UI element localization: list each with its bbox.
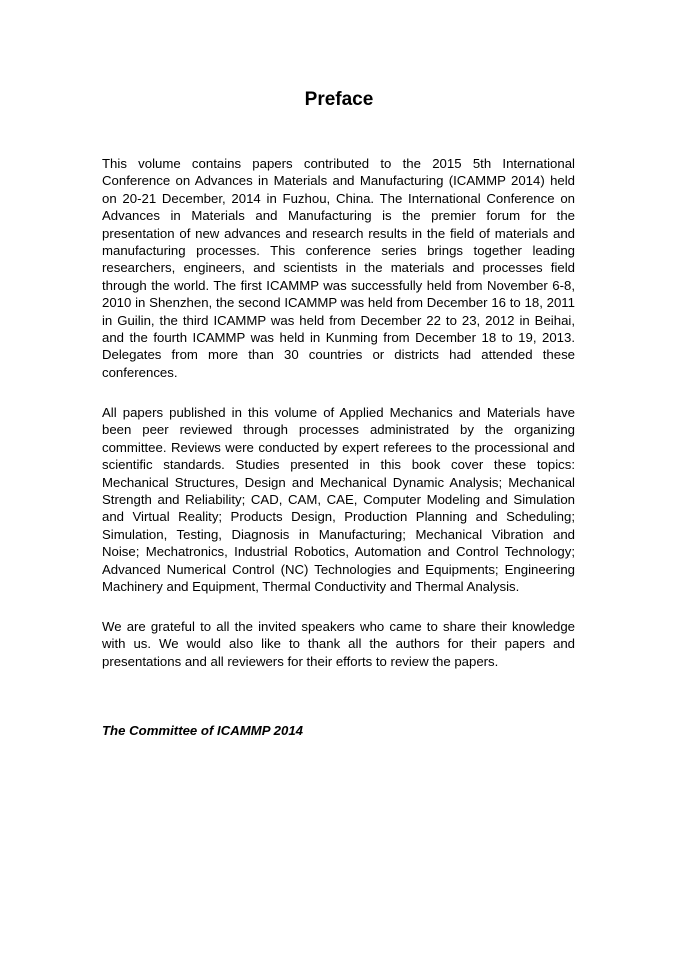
paragraph-topics — [102, 404, 575, 595]
paragraph-acknowledgements — [102, 618, 575, 670]
page-title: Preface — [304, 89, 374, 110]
signature: The Committee of ICAMMP 2014 — [102, 723, 304, 738]
paragraph-text: We are grateful to all the invited speakers who came to share their knowledge with us. We would also like to thank all the authors for their papers and presentations and all reviewers for their efforts to review the papers. — [102, 619, 575, 669]
paragraph-text: All papers published in this volume of Applied Mechanics and Materials have been peer reviewed through processes administrated by the organizing committee. Reviews were conducted by expert referees to the processional and scientific standards. Studies presented in this book cover these topics: Mechanical Structures, Design and Mechanical Dynamic Analysis; Mechanical Strength and Reliability; CAD, CAM, CAE, Computer Modeling and Simulation and Virtual Reality; Products Design, Production Planning and Scheduling; Simulation, Testing, Diagnosis in Manufacturing; Mechanical Vibration and Noise; Mechatronics, Industrial Robotics, Automation and Control Technology; Advanced Numerical Control (NC) Technologies and Equipments; Engineering Machinery and Equipment, Thermal Conductivity and Thermal Analysis. — [102, 405, 575, 595]
paragraph-intro — [102, 155, 575, 381]
paragraph-text: This volume contains papers contributed to the 2015 5th International Conference on Advances in Materials and Manufacturing (ICAMMP 2014) held on 20-21 December, 2014 in Fuzhou, China. The International Conference on Advances in Materials and Manufacturing is the premier forum for the presentation of new advances and research results in the field of materials and manufacturing processes. This conference series brings together leading researchers, engineers, and scientists in the materials and processes field through the world. The first ICAMMP was successfully held from November 6-8, 2010 in Shenzhen, the second ICAMMP was held from December 16 to 18, 2011 in Guilin, the third ICAMMP was held from December 22 to 23, 2012 in Beihai, and the fourth ICAMMP was held in Kunming from December 18 to 19, 2013. Delegates from more than 30 countries or districts had attended these conferences. — [102, 156, 575, 380]
